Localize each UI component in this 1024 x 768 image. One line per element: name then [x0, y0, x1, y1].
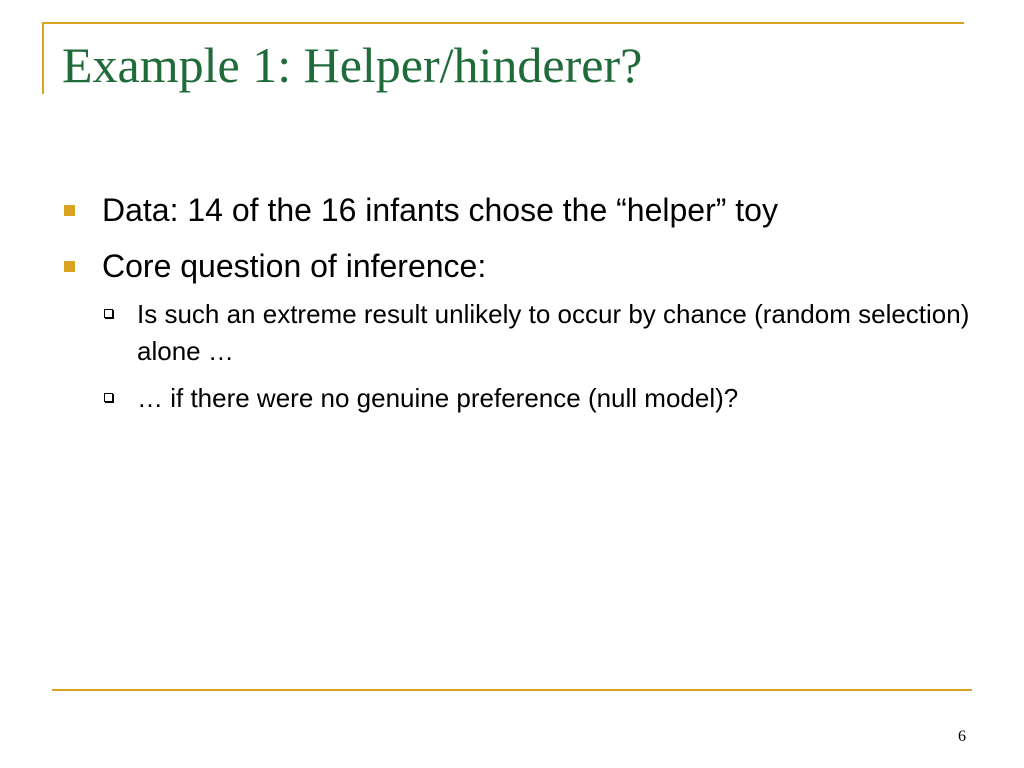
bullet-text: Data: 14 of the 16 infants chose the “helper” toy — [102, 192, 778, 228]
hollow-square-bullet-icon — [104, 309, 113, 318]
frame-left-line — [42, 22, 44, 94]
sub-bullet-list — [64, 296, 994, 417]
frame-bottom-line — [52, 689, 972, 691]
bullet-item — [64, 246, 994, 286]
hollow-square-bullet-icon — [104, 393, 113, 402]
page-number: 6 — [958, 728, 966, 745]
sub-bullet-text: Is such an extreme result unlikely to occur by chance (random selection) alone … — [137, 299, 970, 366]
sub-bullet-item — [64, 380, 994, 417]
sub-bullet-item — [64, 296, 994, 370]
sub-bullet-text: … if there were no genuine preference (null model)? — [137, 383, 739, 413]
bullet-item — [64, 190, 994, 230]
slide-title: Example 1: Helper/hinderer? — [62, 37, 643, 93]
bullet-list — [64, 190, 994, 427]
square-bullet-icon — [64, 205, 75, 216]
square-bullet-icon — [64, 261, 75, 272]
bullet-text: Core question of inference: — [102, 248, 487, 284]
frame-top-line — [42, 22, 964, 24]
